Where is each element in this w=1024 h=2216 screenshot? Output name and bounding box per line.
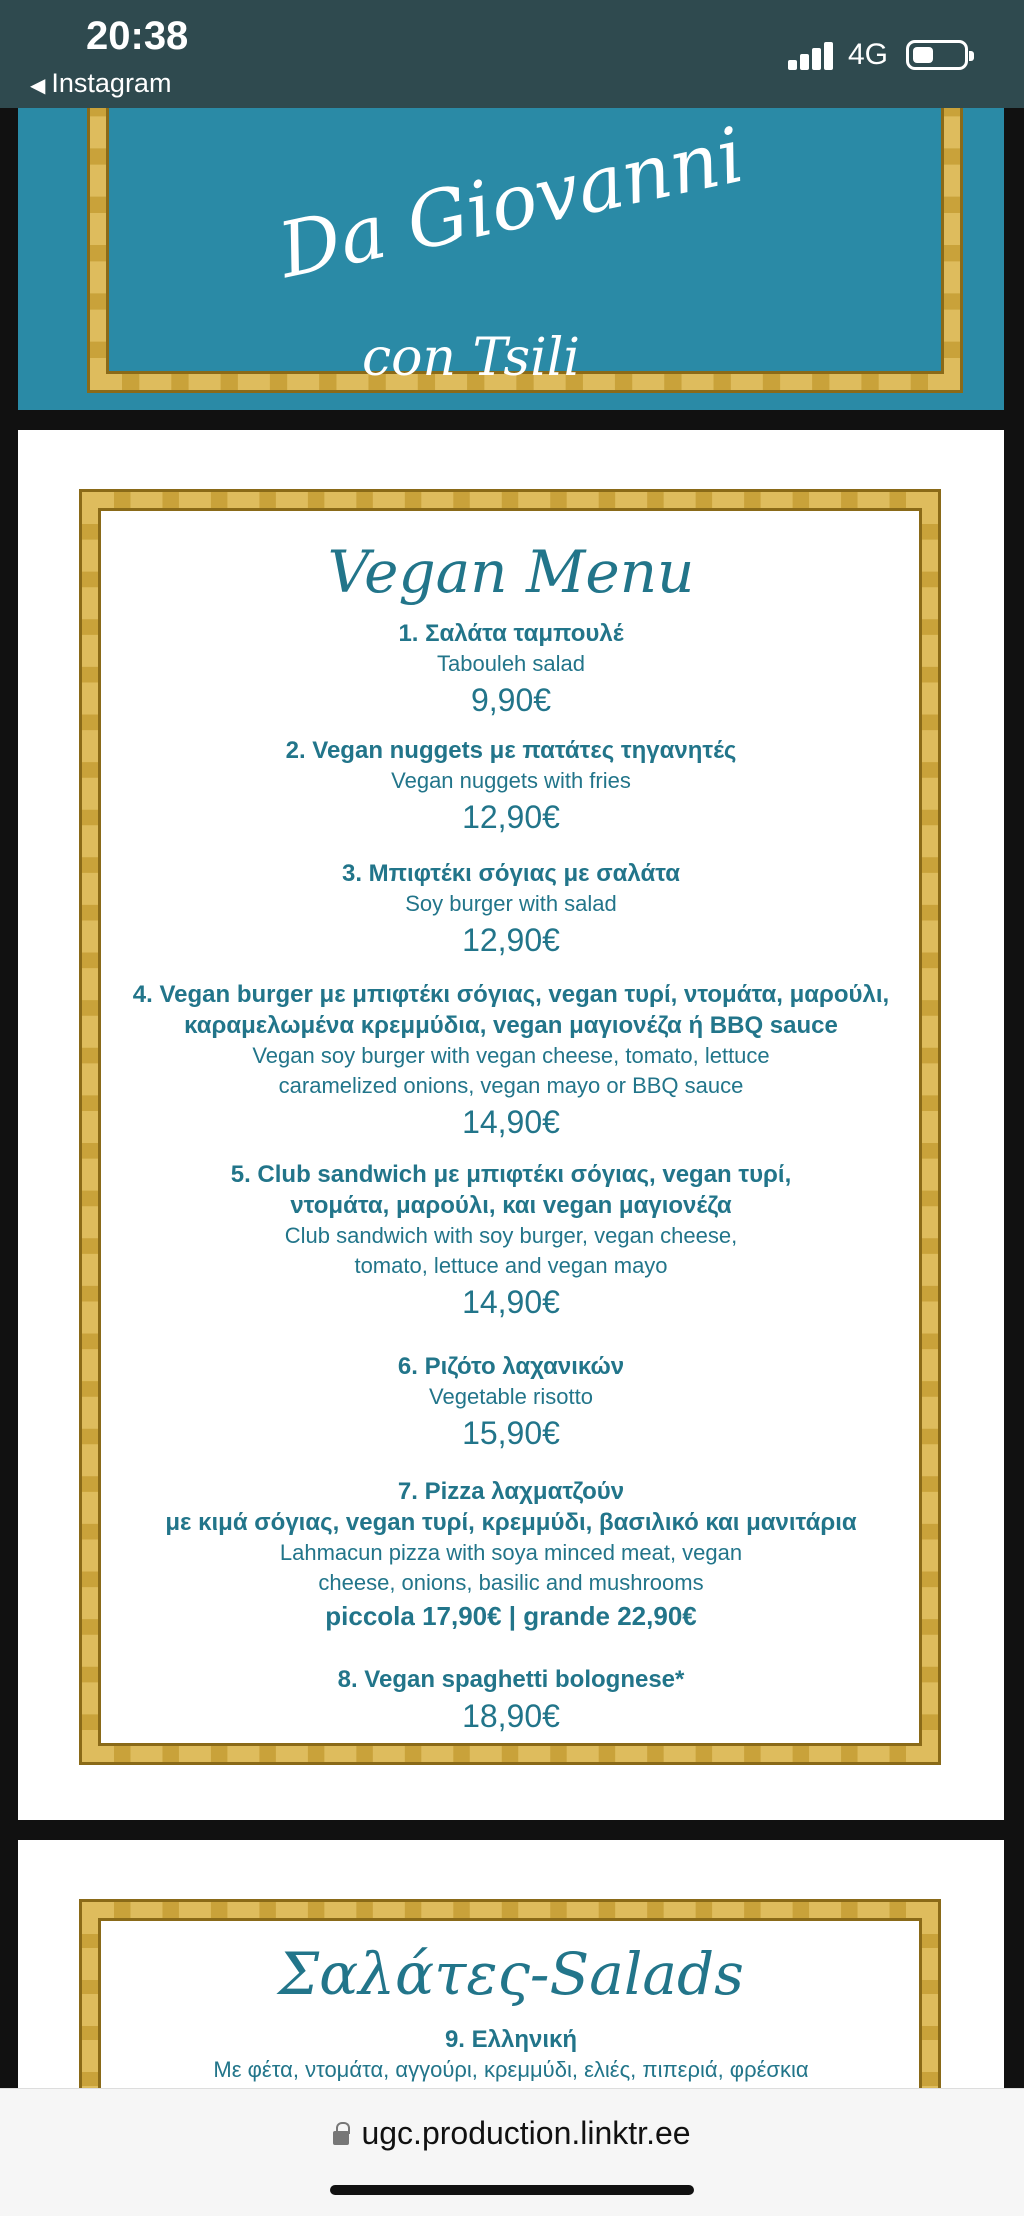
back-arrow-icon[interactable]: ◀ — [30, 75, 46, 97]
salads-menu-items — [108, 2024, 914, 2085]
item-name-greek: 8. Vegan spaghetti bolognese* — [337, 1666, 685, 1693]
status-bar — [0, 0, 1024, 108]
item-price: 14,90€ — [462, 1104, 560, 1140]
item-name-greek: 5. Club sandwich με μπιφτέκι σόγιας, vegan τυρί, ντομάτα, μαρούλι, και vegan μαγιονέζα — [230, 1161, 792, 1219]
restaurant-name-line2: con Tsili — [362, 328, 580, 388]
item-name-english: Club sandwich with soy burger, vegan cheese, — [284, 1223, 738, 1248]
item-name-english: Vegetable risotto — [429, 1384, 593, 1409]
item-name-greek: 2. Vegan nuggets με πατάτες τηγανητές — [285, 737, 737, 764]
section-title: Vegan Menu — [327, 538, 695, 606]
item-name-greek: 1. Σαλάτα ταμπουλέ — [398, 620, 624, 647]
menu-item — [108, 2024, 914, 2085]
menu-item — [108, 618, 914, 721]
item-name-english: Soy burger with salad — [405, 891, 617, 916]
url-text: ugc.production.linktr.ee — [361, 2115, 691, 2151]
item-price: 18,90€ — [462, 1698, 560, 1734]
vegan-menu-card — [18, 430, 1004, 1820]
item-price: 15,90€ — [462, 1415, 560, 1451]
item-name-english: Με φέτα, ντομάτα, αγγούρι, κρεμμύδι, ελιές, πιπεριά, φρέσκια — [213, 2057, 809, 2082]
network-type: 4G — [848, 38, 889, 71]
item-price: 9,90€ — [470, 682, 552, 718]
browser-url-bar[interactable] — [0, 2088, 1024, 2216]
restaurant-name: Da Giovanni — [271, 109, 751, 296]
item-price: 12,90€ — [462, 922, 560, 958]
section-title: Σαλάτες-Salads — [278, 1940, 744, 2008]
lock-icon — [333, 2131, 349, 2145]
item-name-english: caramelized onions, vegan mayo or BBQ sauce — [278, 1073, 744, 1098]
item-name-greek: 7. Pizza λαχματζούν με κιμά σόγιας, vegan τυρί, κρεμμύδι, βασιλικό και μανιτάρια — [165, 1478, 857, 1536]
menu-item — [108, 979, 914, 1143]
item-name-greek: 6. Ριζότο λαχανικών — [397, 1353, 625, 1380]
item-name-greek: 9. Ελληνική — [444, 2026, 578, 2053]
vegan-menu-items — [108, 618, 914, 1737]
item-name-english: cheese, onions, basilic and mushrooms — [318, 1570, 704, 1595]
menu-item — [108, 1159, 914, 1323]
menu-item — [108, 1664, 914, 1737]
back-to-instagram[interactable] — [30, 68, 171, 99]
battery-icon — [906, 40, 968, 70]
status-time: 20:38 — [86, 14, 189, 58]
item-name-english: Vegan nuggets with fries — [391, 768, 631, 793]
menu-item — [108, 735, 914, 838]
item-price: piccola 17,90€ | grande 22,90€ — [325, 1601, 697, 1631]
item-price: 12,90€ — [462, 799, 560, 835]
signal-icon — [788, 42, 836, 70]
back-app-label: Instagram — [51, 68, 172, 98]
menu-item — [108, 1476, 914, 1634]
item-name-english: Tabouleh salad — [436, 651, 585, 676]
item-name-greek: 4. Vegan burger με μπιφτέκι σόγιας, vegan τυρί, ντομάτα, μαρούλι, καραμελωμένα κρεμμύδια, vegan μαγιονέζα ή BBQ sauce — [132, 981, 890, 1039]
item-price: 14,90€ — [462, 1284, 560, 1320]
restaurant-header — [18, 108, 1004, 410]
home-indicator[interactable] — [330, 2185, 694, 2195]
url-display[interactable] — [0, 2115, 1024, 2152]
item-name-english: Lahmacun pizza with soya minced meat, vegan — [279, 1540, 743, 1565]
item-name-greek: 3. Μπιφτέκι σόγιας με σαλάτα — [342, 860, 680, 887]
item-name-english: Vegan soy burger with vegan cheese, tomato, lettuce — [252, 1043, 770, 1068]
item-name-english: tomato, lettuce and vegan mayo — [354, 1253, 668, 1278]
menu-item — [108, 1351, 914, 1454]
menu-item — [108, 858, 914, 961]
